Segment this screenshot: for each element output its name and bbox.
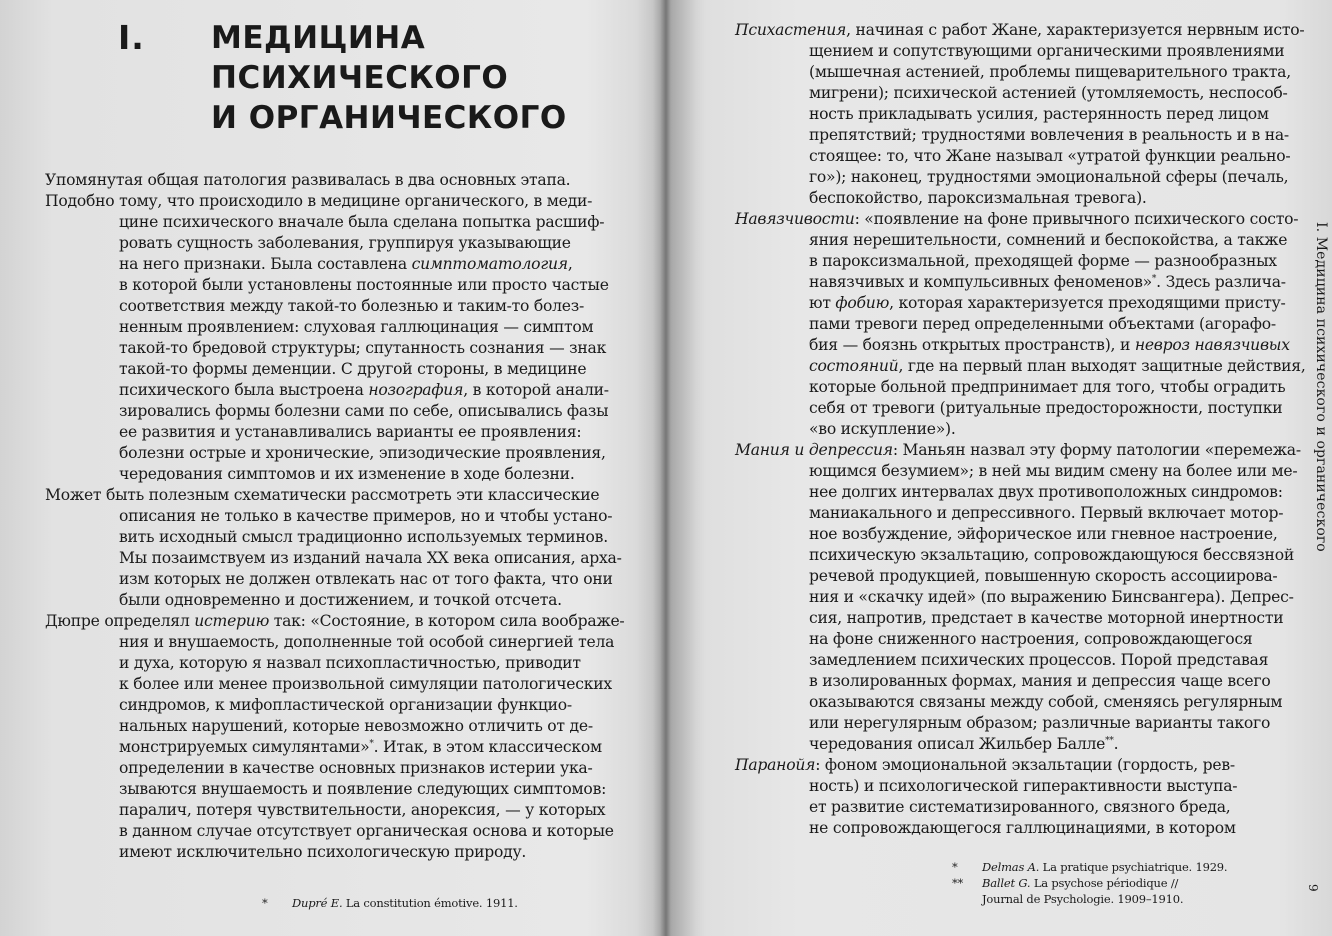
text-line: зываются внушаемость и появление следующих симптомов: (119, 780, 607, 798)
text-line: Мания и депрессия: Маньян назвал эту форму патологии «перемежа- (735, 441, 1301, 459)
text-line: (мышечная астенией, проблемы пищеварительного тракта, (809, 63, 1291, 81)
footnote-mark: * (952, 860, 958, 874)
text-line: ное возбуждение, эйфорическое или гневное настроение, (809, 525, 1278, 543)
paragraph (735, 20, 1305, 209)
text-line: психического была выстроена нозография, в которой анали- (119, 381, 609, 399)
text-line: вить исходный смысл традиционно используемых терминов. (119, 528, 608, 546)
text-line: ющимся безумием»; в ней мы видим смену на более или ме- (809, 462, 1298, 480)
text-line: монстрируемых симулянтами»*. Итак, в этом классическом (119, 738, 602, 756)
text-line: Дюпре определял истерию так: «Состояние, в котором сила воображе- (45, 612, 625, 630)
text-line: нее долгих интервалах двух противоположных синдромов: (809, 483, 1283, 501)
text-line: на фоне сниженного настроения, сопровождающегося (809, 630, 1253, 648)
footnote-text: Delmas A. La pratique psychiatrique. 1929. (982, 860, 1228, 874)
right-page-body-text (735, 20, 1306, 839)
footnote (952, 859, 1252, 875)
text-line: замедлением психических процессов. Порой представая (809, 651, 1269, 669)
paragraph (45, 191, 609, 485)
text-line: маниакального и депрессивного. Первый включает мотор- (809, 504, 1284, 522)
running-head: I. Медицина психического и органического (1313, 222, 1329, 552)
chapter-number: I. (118, 18, 145, 57)
text-line: психическую экзальтацию, сопровождающуюся бессвязной (809, 546, 1294, 564)
text-line: навязчивых и компульсивных феноменов»*. Здесь различа- (809, 273, 1286, 291)
text-line: яния нерешительности, сомнений и беспокойства, а также (809, 231, 1288, 249)
text-line: оказываются связаны между собой, сменяясь регулярным (809, 693, 1283, 711)
chapter-title (211, 18, 631, 138)
text-line: «во искупление»). (809, 420, 956, 438)
paragraph (45, 485, 622, 611)
text-line: препятствий; трудностями вовлечения в реальность и в на- (809, 126, 1289, 144)
text-line: речевой продукцией, повышенную скорость ассоциирова- (809, 567, 1278, 585)
text-line: к более или менее произвольной симуляции патологических (119, 675, 612, 693)
text-line: беспокойство, пароксизмальная тревога). (809, 189, 1147, 207)
paragraph (735, 440, 1301, 755)
text-line: на него признаки. Была составлена симптоматология, (119, 255, 573, 273)
text-line: Мы позаимствуем из изданий начала XX века описания, арха- (119, 549, 622, 567)
text-line: соответствия между такой-то болезнью и таким-то болез- (119, 297, 585, 315)
footnote (952, 875, 1252, 907)
text-line: ния и «скачку идей» (по выражению Бинсвангера). Депрес- (809, 588, 1294, 606)
left-page-body-text (45, 170, 625, 863)
text-line: Психастения, начиная с работ Жане, характеризуется нервным исто- (735, 21, 1305, 39)
text-line: такой-то формы деменции. С другой стороны, в медицине (119, 360, 587, 378)
footnote-mark: ** (952, 876, 964, 890)
text-line: описания не только в качестве примеров, но и чтобы устано- (119, 507, 613, 525)
text-line: Упомянутая общая патология развивалась в два основных этапа. (45, 171, 571, 189)
text-line: в изолированных формах, мания и депрессия чаще всего (809, 672, 1271, 690)
text-line: чередования описал Жильбер Балле**. (809, 735, 1119, 753)
text-line: стоящее: то, что Жане называл «утратой функции реально- (809, 147, 1291, 165)
text-line: пами тревоги перед определенными объектами (агорафо- (809, 315, 1276, 333)
text-line: чередования симптомов и их изменение в ходе болезни. (119, 465, 575, 483)
text-line: определении в качестве основных признаков истерии ука- (119, 759, 593, 777)
text-line: себя от тревоги (ритуальные предосторожности, поступки (809, 399, 1283, 417)
text-line: Подобно тому, что происходило в медицине органического, в меди- (45, 192, 593, 210)
paragraph (735, 209, 1306, 440)
right-page-footnotes (952, 859, 1252, 907)
text-line: состояний, где на первый план выходят защитные действия, (809, 357, 1306, 375)
text-line: ет развитие систематизированного, связного бреда, (809, 798, 1231, 816)
footnote-mark: * (262, 896, 268, 910)
text-line: имеют исключительно психологическую природу. (119, 843, 527, 861)
text-line: ее развития и устанавливались варианты ее проявления: (119, 423, 582, 441)
text-line: щением и сопутствующими органическими проявлениями (809, 42, 1285, 60)
text-line: ют фобию, которая характеризуется преходящими присту- (809, 294, 1286, 312)
text-line: Паранойя: фоном эмоциональной экзальтации (гордость, рев- (735, 756, 1235, 774)
paragraph (735, 755, 1275, 839)
text-line: в данном случае отсутствует органическая основа и которые (119, 822, 614, 840)
text-line: ненным проявлением: слуховая галлюцинация — симптом (119, 318, 594, 336)
text-line: ность) и психологической гиперактивности выступа- (809, 777, 1238, 795)
left-page (0, 0, 664, 936)
text-line: ность прикладывать усилия, растерянность перед лицом (809, 105, 1269, 123)
text-line: зировались формы болезни сами по себе, описывались фазы (119, 402, 609, 420)
paragraph (45, 611, 625, 863)
text-line: синдромов, к мифопластической организации функцио- (119, 696, 572, 714)
text-line: Навязчивости: «появление на фоне привычного психического состо- (735, 210, 1299, 228)
footnote-text: Ballet G. La psychose périodique // (982, 876, 1179, 890)
text-line: в пароксизмальной, преходящей форме — разнообразных (809, 252, 1277, 270)
text-line: паралич, потеря чувствительности, анорексия, — у которых (119, 801, 606, 819)
text-line: и духа, которую я назвал психопластичностью, приводит (119, 654, 581, 672)
text-line: изм которых не должен отвлекать нас от того факта, что они (119, 570, 613, 588)
page-number: 9 (1306, 884, 1320, 892)
footnote (262, 895, 562, 911)
text-line: бия — боязнь открытых пространств), и невроз навязчивых (809, 336, 1290, 354)
text-line: такой-то бредовой структуры; спутанность сознания — знак (119, 339, 607, 357)
text-line: были одновременно и достижением, и точкой отсчета. (119, 591, 562, 609)
text-line: го»); наконец, трудностями эмоциональной сферы (печаль, (809, 168, 1289, 186)
text-line: ровать сущность заболевания, группируя указывающие (119, 234, 571, 252)
text-line: нальных нарушений, которые невозможно отличить от де- (119, 717, 593, 735)
text-line: болезни острые и хронические, эпизодические проявления, (119, 444, 606, 462)
chapter-title-line: ПСИХИЧЕСКОГО (211, 60, 509, 96)
right-page (668, 0, 1332, 936)
text-line: не сопровождающегося галлюцинациями, в котором (809, 819, 1236, 837)
chapter-title-line: И ОРГАНИЧЕСКОГО (211, 100, 567, 136)
text-line: цине психического вначале была сделана попытка расшиф- (119, 213, 605, 231)
text-line: в которой были установлены постоянные или просто частые (119, 276, 609, 294)
text-line: сия, напротив, предстает в качестве моторной инертности (809, 609, 1284, 627)
text-line: которые больной предпринимает для того, чтобы оградить (809, 378, 1286, 396)
chapter-title-line: МЕДИЦИНА (211, 20, 426, 56)
text-line: ния и внушаемость, дополненные той особой синергией тела (119, 633, 615, 651)
footnote-text: Journal de Psychologie. 1909–1910. (982, 892, 1184, 906)
paragraph (45, 170, 605, 191)
text-line: или нерегулярным образом; различные варианты такого (809, 714, 1271, 732)
left-page-footnotes (262, 895, 562, 911)
text-line: мигрени); психической астенией (утомляемость, неспособ- (809, 84, 1288, 102)
footnote-text: Dupré E. La constitution émotive. 1911. (292, 896, 518, 910)
text-line: Может быть полезным схематически рассмотреть эти классические (45, 486, 600, 504)
